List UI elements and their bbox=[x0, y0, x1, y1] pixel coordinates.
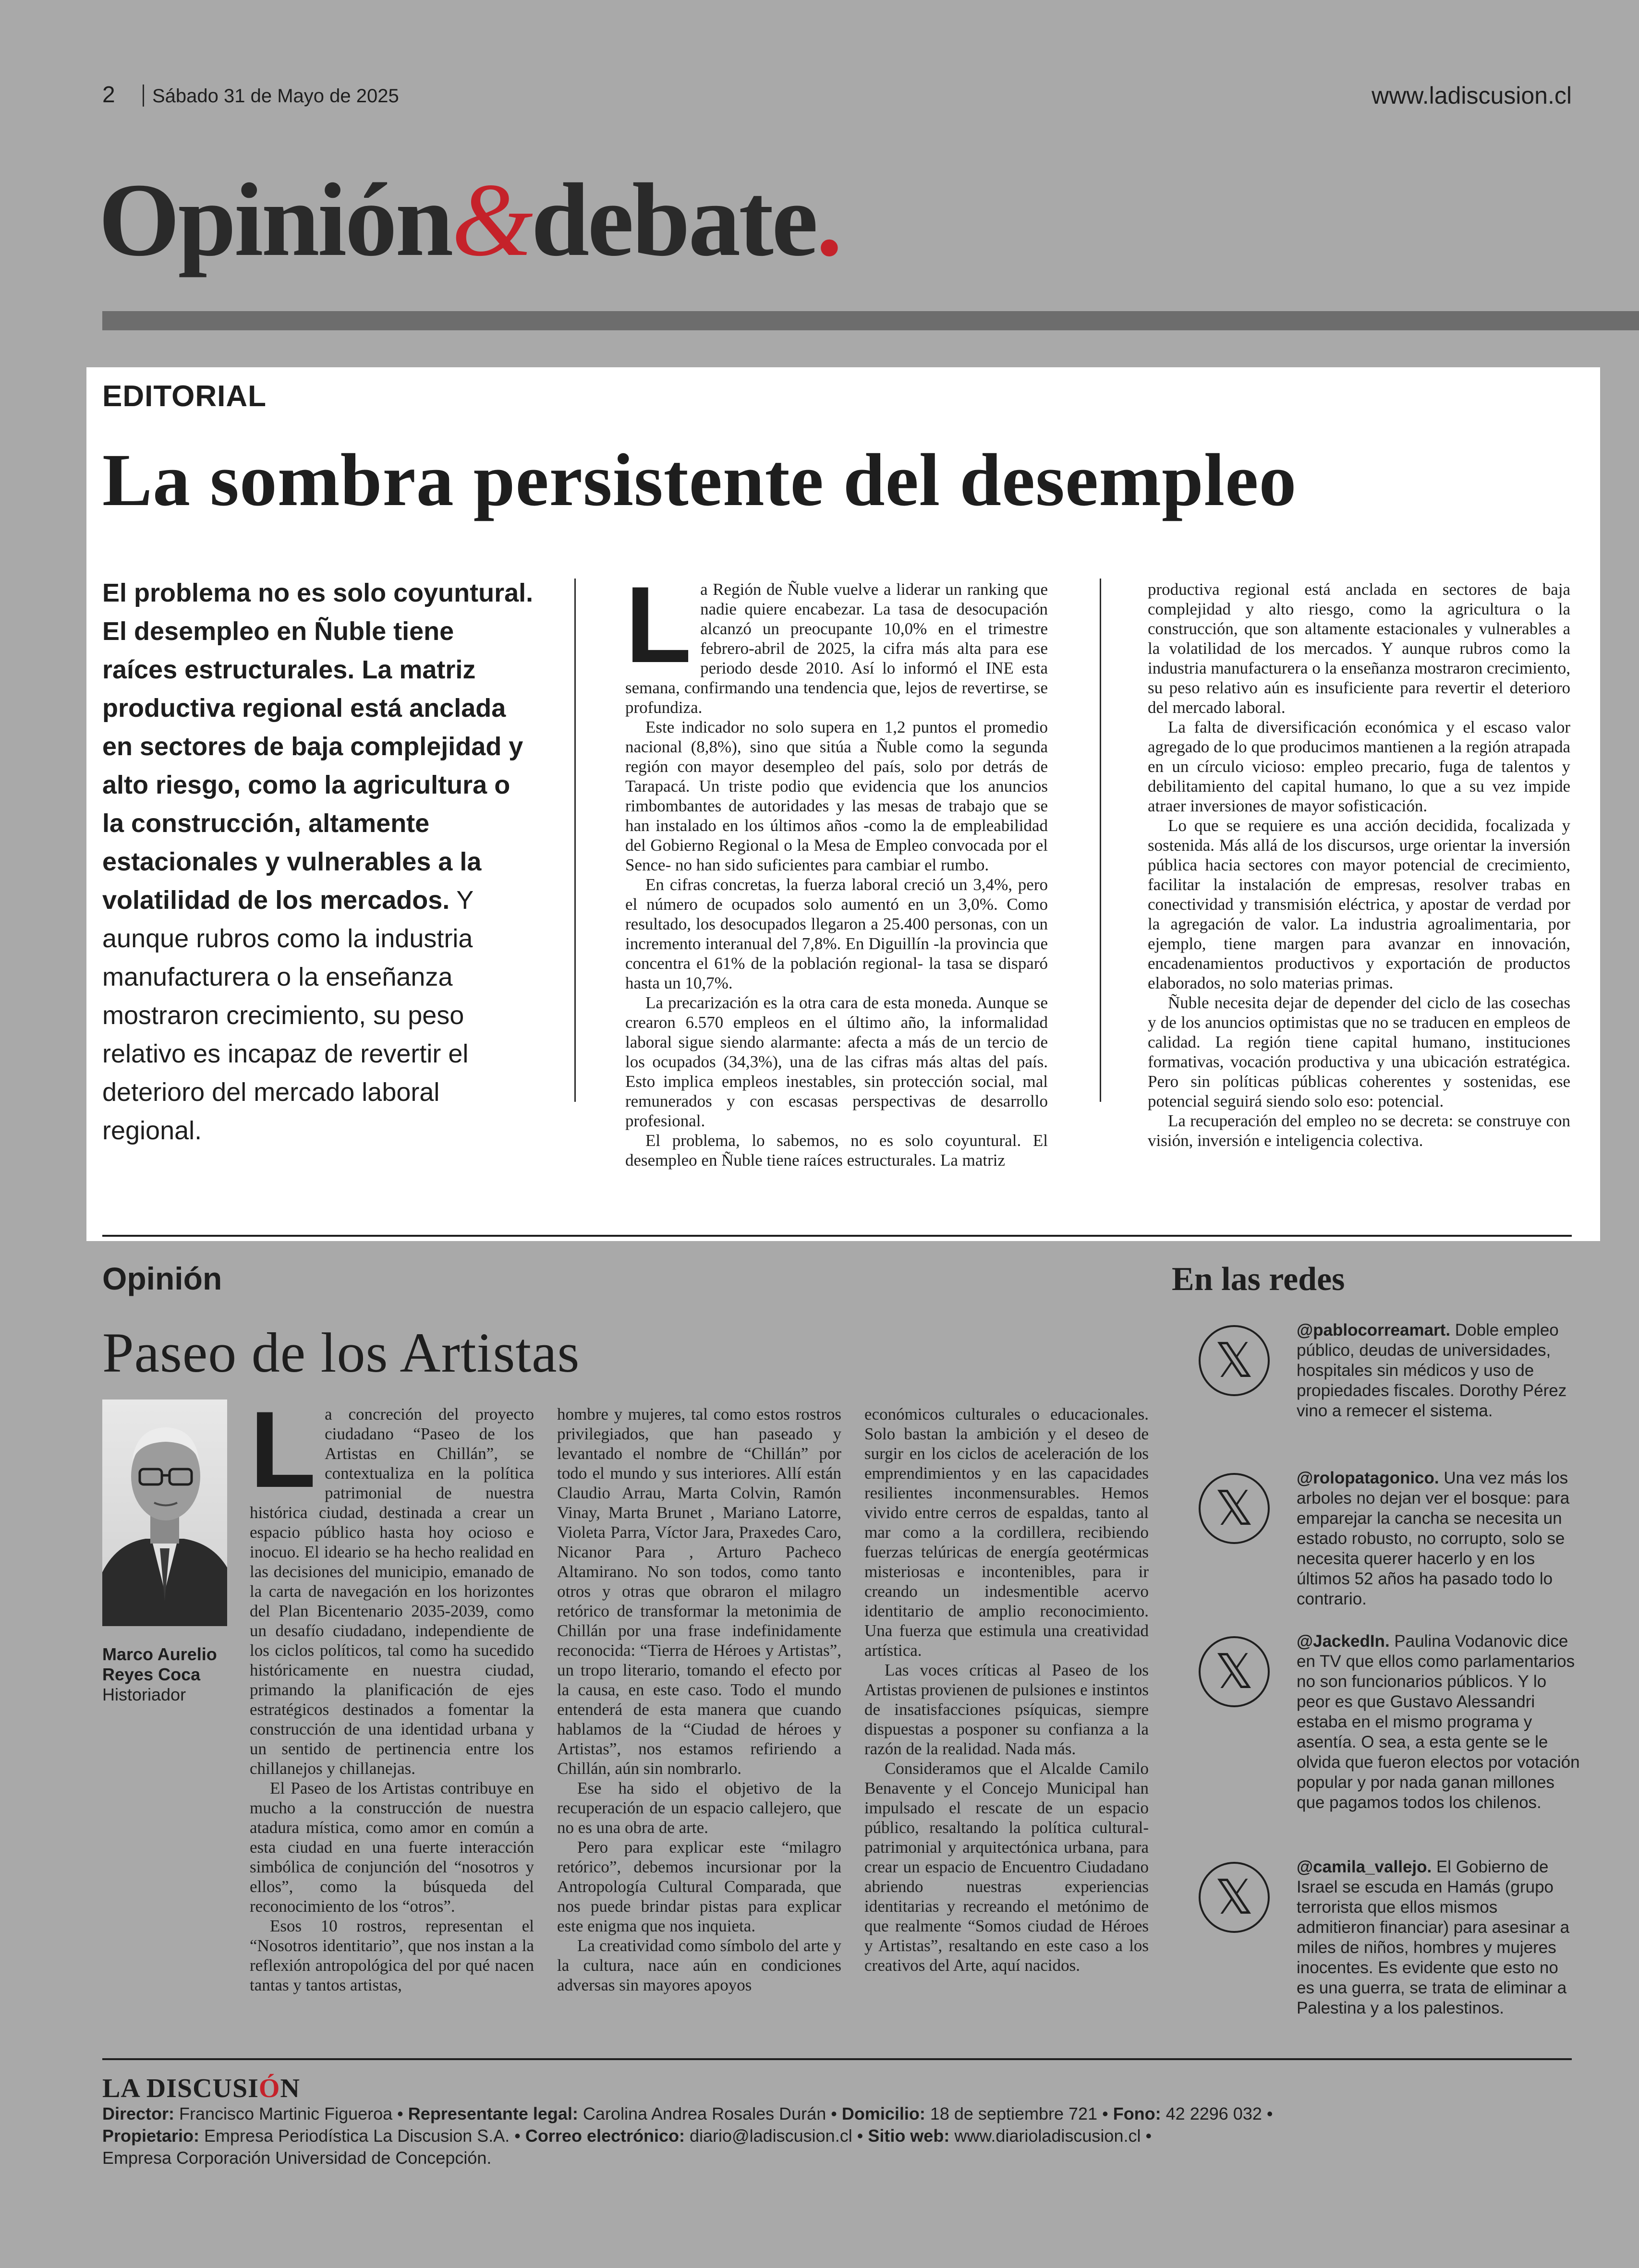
editorial-label: EDITORIAL bbox=[102, 380, 267, 413]
editorial-title: La sombra persistente del desempleo bbox=[102, 438, 1297, 521]
drop-cap: L bbox=[250, 1388, 316, 1510]
drop-cap: L bbox=[625, 564, 692, 685]
editorial-lead-rest: Y aunque rubros como la industria manufacturera o la enseñanza mostraron crecimiento, su peso relativo es incapaz de revertir el deterioro del mercado laboral regional. bbox=[102, 886, 473, 1145]
author-portrait bbox=[102, 1399, 227, 1626]
editorial-lead bbox=[102, 574, 534, 1150]
author-portrait-image bbox=[102, 1399, 227, 1626]
social-handle[interactable]: @JackedIn. bbox=[1297, 1632, 1390, 1651]
editorial-box bbox=[86, 367, 1600, 1241]
paragraph: La precarización es la otra cara de esta moneda. Aunque se crearon 6.570 empleos en el último año, la informalidad laboral sigue siendo alarmante: afecta a más de un tercio de los ocupados (34,3%), una de las cifras más altas del país. Esto implica empleos inestables, sin protección social, mal remunerados y con escasas perspectivas de desarrollo profesional. bbox=[625, 993, 1048, 1130]
paragraph: La recuperación del empleo no se decreta: se construye con visión, inversión e inteligencia colectiva. bbox=[1148, 1111, 1570, 1150]
paragraph: La creatividad como símbolo del arte y la cultura, nace aún en condiciones adversas sin mayores apoyos bbox=[557, 1936, 841, 1994]
social-handle[interactable]: @pablocorreamart. bbox=[1297, 1321, 1451, 1339]
section-title-opinion: Opinión bbox=[98, 162, 452, 278]
footer-email-link[interactable]: diario@ladiscusion.cl • bbox=[685, 2126, 868, 2146]
paragraph: La Región de Ñuble vuelve a liderar un ranking que nadie quiere encabezar. La tasa de desocupación alcanzó un preocupante 10,0% en el trimestre febrero-abril de 2025, la cifra más alta para ese periodo desde 2010. Así lo informó el INE esta semana, confirmando una tendencia que, lejos de revertirse, se profundiza. bbox=[625, 564, 1048, 717]
opinion-column-3 bbox=[864, 1404, 1149, 1975]
publication-date: Sábado 31 de Mayo de 2025 bbox=[152, 85, 399, 107]
footer-line: Propietario: Empresa Periodística La Discusion S.A. • Correo electrónico: diario@ladiscusion.cl • Sitio web: www.diarioladiscusion.cl • bbox=[102, 2126, 1152, 2146]
social-handle[interactable]: @rolopatagonico. bbox=[1297, 1469, 1439, 1487]
redes-label: En las redes bbox=[1172, 1261, 1345, 1298]
page-header bbox=[102, 82, 1572, 115]
editorial-lead-bold: El problema no es solo coyuntural. El desempleo en Ñuble tiene raíces estructurales. La matriz productiva regional está anclada en sectores de baja complejidad y alto riesgo, como la agricultura o la construcción, altamente estacionales y vulnerables a la volatilidad de los mercados. bbox=[102, 579, 534, 915]
paragraph: Pero para explicar este “milagro retórico”, debemos incursionar por la Antropología Cultural Comparada, que nos puede brindar pistas para explicar este enigma que nos inquieta. bbox=[557, 1838, 841, 1935]
column-divider bbox=[1100, 579, 1101, 1102]
paragraph: Consideramos que el Alcalde Camilo Benavente y el Concejo Municipal han impulsado el rescate de un espacio público, resaltando la política cultural-patrimonial y arquitectónica urbana, para crear un espacio de Encuentro Ciudadano abriendo nuestras experiencias identitarias y recreando el metónimo de que realmente “Somos ciudad de Héroes y Artistas”, resaltando en este caso a los creativos del Arte, aquí nacidos. bbox=[864, 1759, 1149, 1975]
paragraph: El Paseo de los Artistas contribuye en mucho a la construcción de nuestra atadura mística, como amor en común a esta ciudad en una fuerte interacción simbólica de conjunción del “nosotros y ellos”, como la búsqueda del reconocimiento de los “otros”. bbox=[250, 1779, 534, 1916]
section-title-dot: . bbox=[816, 162, 841, 278]
x-logo-icon: 𝕏 bbox=[1199, 1636, 1270, 1707]
footer-line: Director: Francisco Martinic Figueroa • Representante legal: Carolina Andrea Rosales Durán • Domicilio: 18 de septiembre 721 • Fono: 42 2296 032 • bbox=[102, 2104, 1273, 2123]
header-divider bbox=[143, 84, 144, 107]
site-url-link[interactable]: www.ladiscusion.cl bbox=[1372, 82, 1572, 109]
author-role: Historiador bbox=[102, 1685, 186, 1704]
paragraph: Las voces críticas al Paseo de los Artistas provienen de pulsiones e instintos de insatisfacciones psíquicas, siempre dispuestas a posponer su confianza a la razón de la realidad. Nada más. bbox=[864, 1661, 1149, 1758]
author-credit bbox=[102, 1644, 217, 1705]
paragraph: económicos culturales o educacionales. Solo bastan la ambición y el deseo de surgir en los ciclos de aceleración de los emprendimientos y en las capacidades resilientes inconmensurables. Hemos vivido entre cerros de espaldas, tanto al mar como a la cordillera, recibiendo fuerzas telúricas de energía geotérmicas misteriosas e incontenibles, para ir creando un indesmentible acervo identitario de amplio reconocimiento. Una fuerza que estimula una creatividad artística. bbox=[864, 1405, 1149, 1660]
footer-web-link[interactable]: www.diarioladiscusion.cl • bbox=[949, 2126, 1152, 2146]
author-name: Marco Aurelio Reyes Coca bbox=[102, 1644, 217, 1684]
footer-rule bbox=[102, 2058, 1572, 2060]
social-post bbox=[1199, 1320, 1578, 1455]
opinion-title: Paseo de los Artistas bbox=[102, 1321, 580, 1384]
footer-imprint bbox=[102, 2103, 1572, 2169]
editorial-column-3 bbox=[1148, 579, 1570, 1150]
paragraph: La falta de diversificación económica y el escaso valor agregado de lo que producimos mantienen a la región atrapada en un círculo vicioso: empleo precario, fuga de talentos y debilitamiento del capital humano, lo que a su vez impide atraer inversiones de mayor sofisticación. bbox=[1148, 718, 1570, 815]
social-post-text: @rolopatagonico. Una vez más los arboles no dejan ver el bosque: para emparejar la cancha se necesita un estado robusto, no corrupto, solo se necesita querer hacerlo y en los últimos 52 años ha pasado todo lo contrario. bbox=[1297, 1469, 1570, 1608]
page-number: 2 bbox=[102, 82, 115, 108]
social-post-text: @camila_vallejo. El Gobierno de Israel se escuda en Hamás (grupo terrorista que ellos mismos admitieron financiar) para asesinar a miles de niños, hombres y mujeres inocentes. Es evidente que esto no es una guerra, se trata de eliminar a Palestina y a los palestinos. bbox=[1297, 1858, 1570, 2017]
paragraph: La concreción del proyecto ciudadano “Paseo de los Artistas en Chillán”, se contextualiza en la política patrimonial de nuestra histórica ciudad, destinada a crear un espacio público hasta hoy ocioso e inocuo. El ideario se ha hecho realidad en las decisiones del municipio, emanado de la carta de navegación en los horizontes del Plan Bicentenario 2035-2039, como un desafío ciudadano, independiente de los ciclos políticos, tal como ha sucedido históricamente en nuestra ciudad, primando la planificación de ejes estratégicos destinados a fomentar la construcción de una identidad urbana y un sentido de pertinencia entre los chillanejos y chillanejas. bbox=[250, 1388, 534, 1778]
editorial-bottom-rule bbox=[102, 1235, 1572, 1237]
x-logo-icon: 𝕏 bbox=[1199, 1473, 1270, 1544]
opinion-column-2 bbox=[557, 1404, 841, 1995]
paragraph: Este indicador no solo supera en 1,2 puntos el promedio nacional (8,8%), sino que sitúa a Ñuble como la segunda región con mayor desempleo del país, solo por detrás de Tarapacá. Un triste podio que evidencia que los anuncios rimbombantes de autoridades y las mesas de trabajo que se han instalado en los últimos años -como la de empleabilidad del Gobierno Regional o la Mesa de Empleo convocada por el Sence- no han sido suficientes para cambiar el rumbo. bbox=[625, 718, 1048, 874]
x-logo-icon: 𝕏 bbox=[1199, 1325, 1270, 1396]
section-divider-bar bbox=[102, 311, 1639, 330]
social-post-text: @pablocorreamart. Doble empleo público, deudas de universidades, hospitales sin médicos y uso de propiedades fiscales. Dorothy Pérez vino a remecer el sistema. bbox=[1297, 1321, 1567, 1420]
column-divider bbox=[574, 579, 576, 1102]
paragraph: Ñuble necesita dejar de depender del ciclo de las cosechas y de los anuncios optimistas que no se traducen en empleos de calidad. La región tiene capital humano, instituciones formativas, vocación productiva y una ubicación estratégica. Pero sin políticas públicas coherentes y sostenidas, ese potencial seguirá siendo solo eso: potencial. bbox=[1148, 993, 1570, 1110]
footer-line: Empresa Corporación Universidad de Concepción. bbox=[102, 2148, 492, 2168]
paragraph: El problema, lo sabemos, no es solo coyuntural. El desempleo en Ñuble tiene raíces estructurales. La matriz bbox=[625, 1131, 1048, 1170]
social-post bbox=[1199, 1857, 1578, 2049]
footer-logo: LA DISCUSIÓN bbox=[102, 2074, 300, 2103]
paragraph: Esos 10 rostros, representan el “Nosotros identitario”, que nos instan a la reflexión antropológica del por qué nacen tantas y tantos artistas, bbox=[250, 1917, 534, 1994]
social-post-text: @JackedIn. Paulina Vodanovic dice en TV que ellos como parlamentarios no son funcionarios públicos. Y lo peor es que Gustavo Alessandri estaba en el mismo programa y asentía. O sea, a esta gente se le olvida que fueron electos por votación popular y por nada ganan millones que pagamos todos los chilenos. bbox=[1297, 1632, 1580, 1812]
paragraph: Lo que se requiere es una acción decidida, focalizada y sostenida. Más allá de los discursos, urge orientar la inversión pública hacia sectores con mayor potencial de crecimiento, facilitar la instalación de empresas, resolver trabas en conectividad y transmisión eléctrica, y apostar de verdad por la agregación de valor. La industria agroalimentaria, por ejemplo, tiene margen para avanzar en innovación, encadenamientos productivos y exportación de productos elaborados, no solo materias primas. bbox=[1148, 816, 1570, 992]
opinion-column-1 bbox=[250, 1388, 534, 1995]
paragraph: Ese ha sido el objetivo de la recuperación de un espacio callejero, que no es una obra de arte. bbox=[557, 1779, 841, 1837]
x-logo-icon: 𝕏 bbox=[1199, 1862, 1270, 1933]
section-title-ampersand: & bbox=[451, 162, 532, 278]
section-title bbox=[98, 162, 841, 278]
editorial-column-2 bbox=[625, 564, 1048, 1170]
paragraph: En cifras concretas, la fuerza laboral creció un 3,4%, pero el número de ocupados solo aumentó en un 3,0%. Como resultado, los desocupados llegaron a 25.400 personas, con un incremento interanual del 7,8%. En Diguillín -la provincia que concentra el 61% de la población regional- la tasa se disparó hasta un 10,7%. bbox=[625, 875, 1048, 992]
paragraph: productiva regional está anclada en sectores de baja complejidad y alto riesgo, como la agricultura o la construcción, que son altamente estacionales y vulnerables a la volatilidad de los mercados. Y aunque rubros como la industria manufacturera o la enseñanza mostraron crecimiento, su peso relativo aún es insuficiente para revertir el deterioro del mercado laboral. bbox=[1148, 580, 1570, 717]
social-handle[interactable]: @camila_vallejo. bbox=[1297, 1858, 1432, 1876]
social-post bbox=[1199, 1631, 1578, 1833]
section-title-debate: debate bbox=[531, 162, 816, 278]
paragraph: hombre y mujeres, tal como estos rostros privilegiados, que han paseado y levantado el nombre de “Chillán” por todo el mundo y sus interiores. Allí están Claudio Arrau, Marta Colvin, Ramón Vinay, Marta Brunet , Mariano Latorre, Violeta Parra, Víctor Jara, Praxedes Caro, Nicanor Para , Arturo Pacheco Altamirano. No son todos, como tanto otros y otras que obraron el milagro retórico de transformar la metonimia de Chillán por una frase indefinidamente reconocida: “Tierra de Héroes y Artistas”, un tropo literario, tomando el efecto por la causa, en este caso. Todo el mundo entenderá de esta manera que cuando hablamos de la “Ciudad de héroes y Artistas”, nos estamos refiriendo a Chillán, aún sin nombrarlo. bbox=[557, 1405, 841, 1778]
social-post bbox=[1199, 1468, 1578, 1622]
opinion-label: Opinión bbox=[102, 1261, 222, 1296]
